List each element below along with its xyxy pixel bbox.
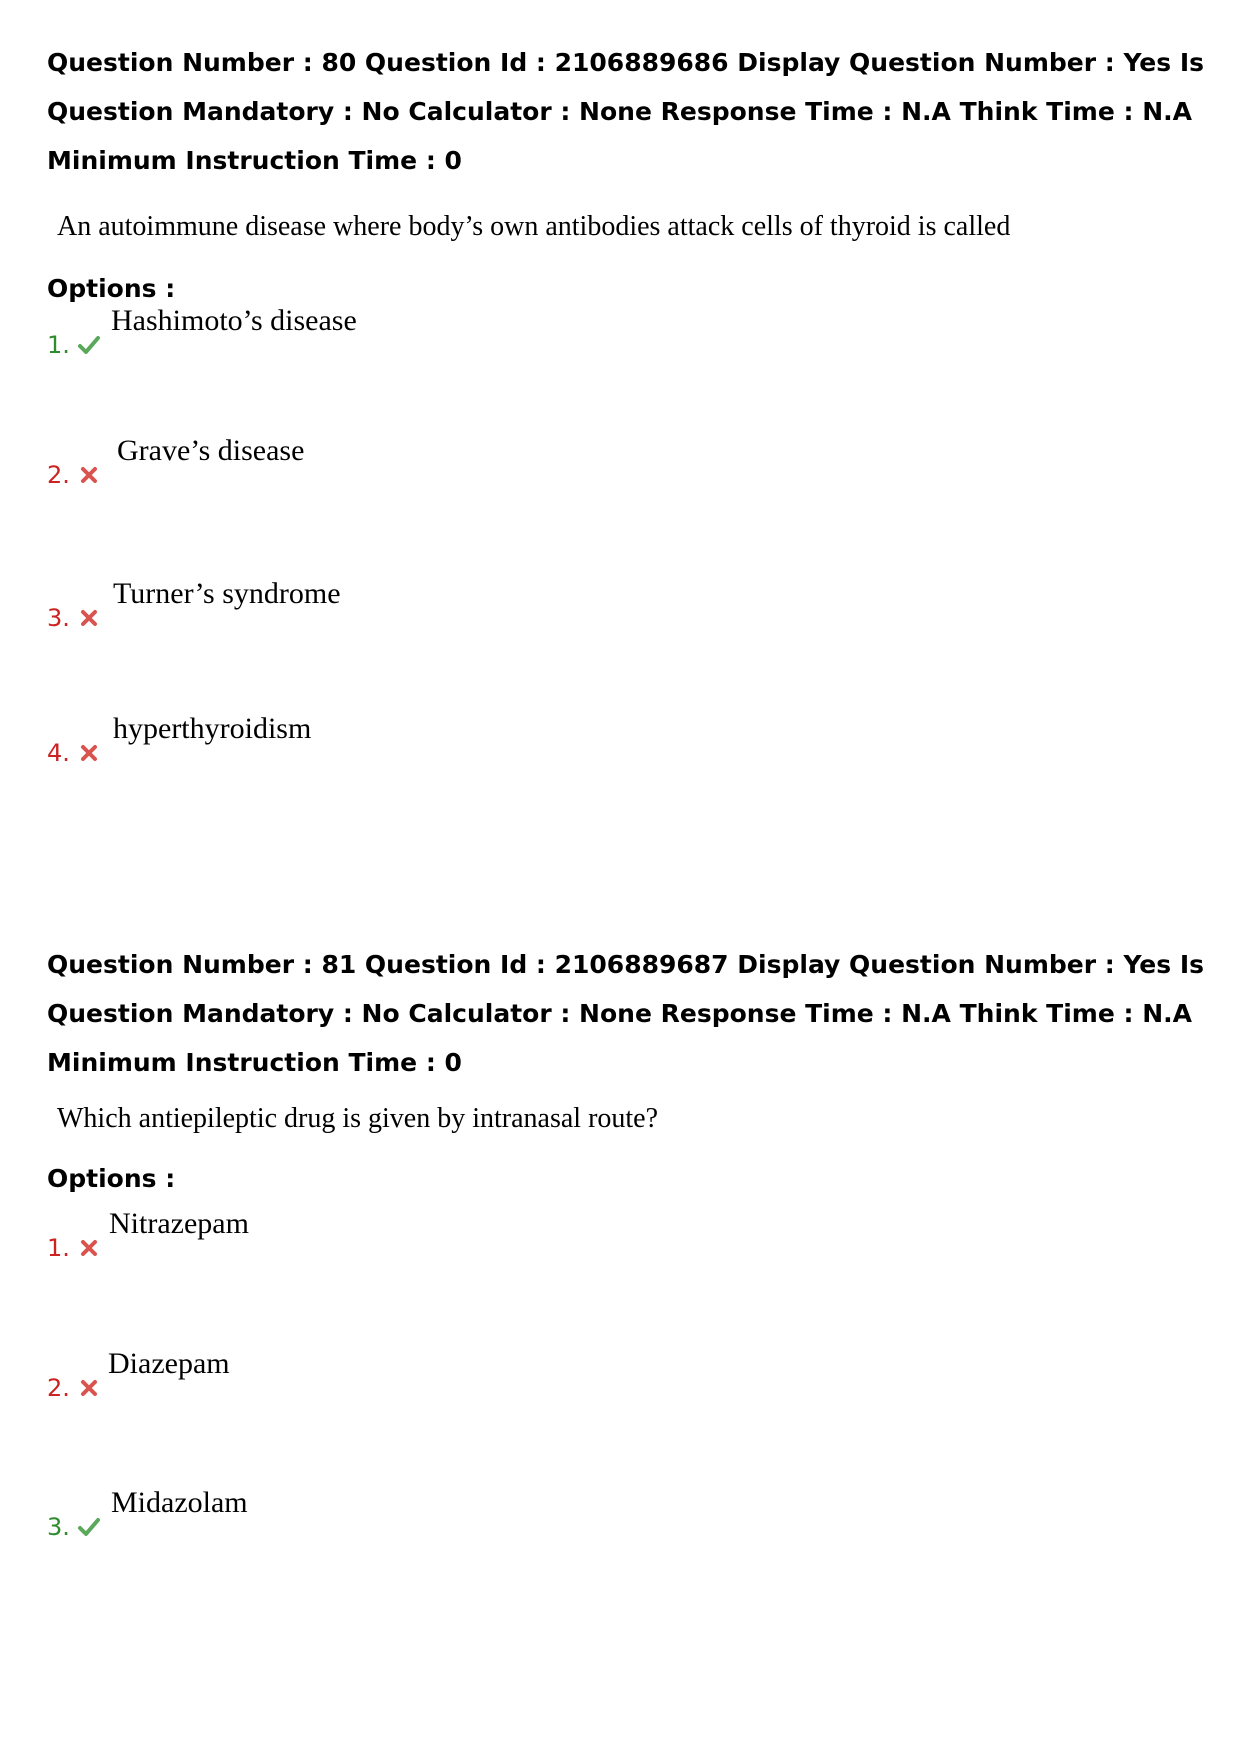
option-item bbox=[47, 576, 747, 636]
option-text: Midazolam bbox=[111, 1486, 248, 1519]
cross-icon bbox=[77, 741, 101, 765]
options-label: Options : bbox=[47, 1164, 176, 1193]
question-block bbox=[47, 940, 1207, 1541]
option-item bbox=[47, 1206, 747, 1266]
question-text: Which antiepileptic drug is given by intranasal route? bbox=[57, 1103, 659, 1134]
option-text: Diazepam bbox=[108, 1347, 230, 1380]
option-item bbox=[47, 1346, 747, 1406]
option-number: 1. bbox=[47, 1234, 70, 1262]
option-item bbox=[47, 711, 747, 771]
options-label: Options : bbox=[47, 274, 176, 303]
option-text: Hashimoto’s disease bbox=[111, 304, 357, 337]
question-header: Question Number : 81 Question Id : 2106889687 Display Question Number : Yes Is Question Mandatory : No Calculator : None Response Time : N.A Think Time : N.A Minimum Instruction Time : 0 bbox=[47, 950, 1205, 1077]
question-text: An autoimmune disease where body’s own antibodies attack cells of thyroid is called bbox=[57, 211, 1011, 242]
question-header: Question Number : 80 Question Id : 2106889686 Display Question Number : Yes Is Question Mandatory : No Calculator : None Response Time : N.A Think Time : N.A Minimum Instruction Time : 0 bbox=[47, 48, 1205, 175]
option-item bbox=[47, 1485, 747, 1545]
option-text: hyperthyroidism bbox=[113, 712, 312, 745]
cross-icon bbox=[77, 606, 101, 630]
option-item bbox=[47, 433, 747, 493]
option-text: Nitrazepam bbox=[109, 1207, 249, 1240]
option-number: 3. bbox=[47, 604, 70, 632]
option-text: Grave’s disease bbox=[117, 434, 305, 467]
cross-icon bbox=[77, 1236, 101, 1260]
option-text: Turner’s syndrome bbox=[113, 577, 341, 610]
question-block bbox=[47, 38, 1207, 767]
check-icon bbox=[77, 1515, 101, 1539]
option-item bbox=[47, 303, 747, 363]
check-icon bbox=[77, 333, 101, 357]
cross-icon bbox=[77, 1376, 101, 1400]
option-number: 2. bbox=[47, 1374, 70, 1402]
option-number: 1. bbox=[47, 331, 70, 359]
cross-icon bbox=[77, 463, 101, 487]
option-number: 2. bbox=[47, 461, 70, 489]
option-number: 3. bbox=[47, 1513, 70, 1541]
option-number: 4. bbox=[47, 739, 70, 767]
